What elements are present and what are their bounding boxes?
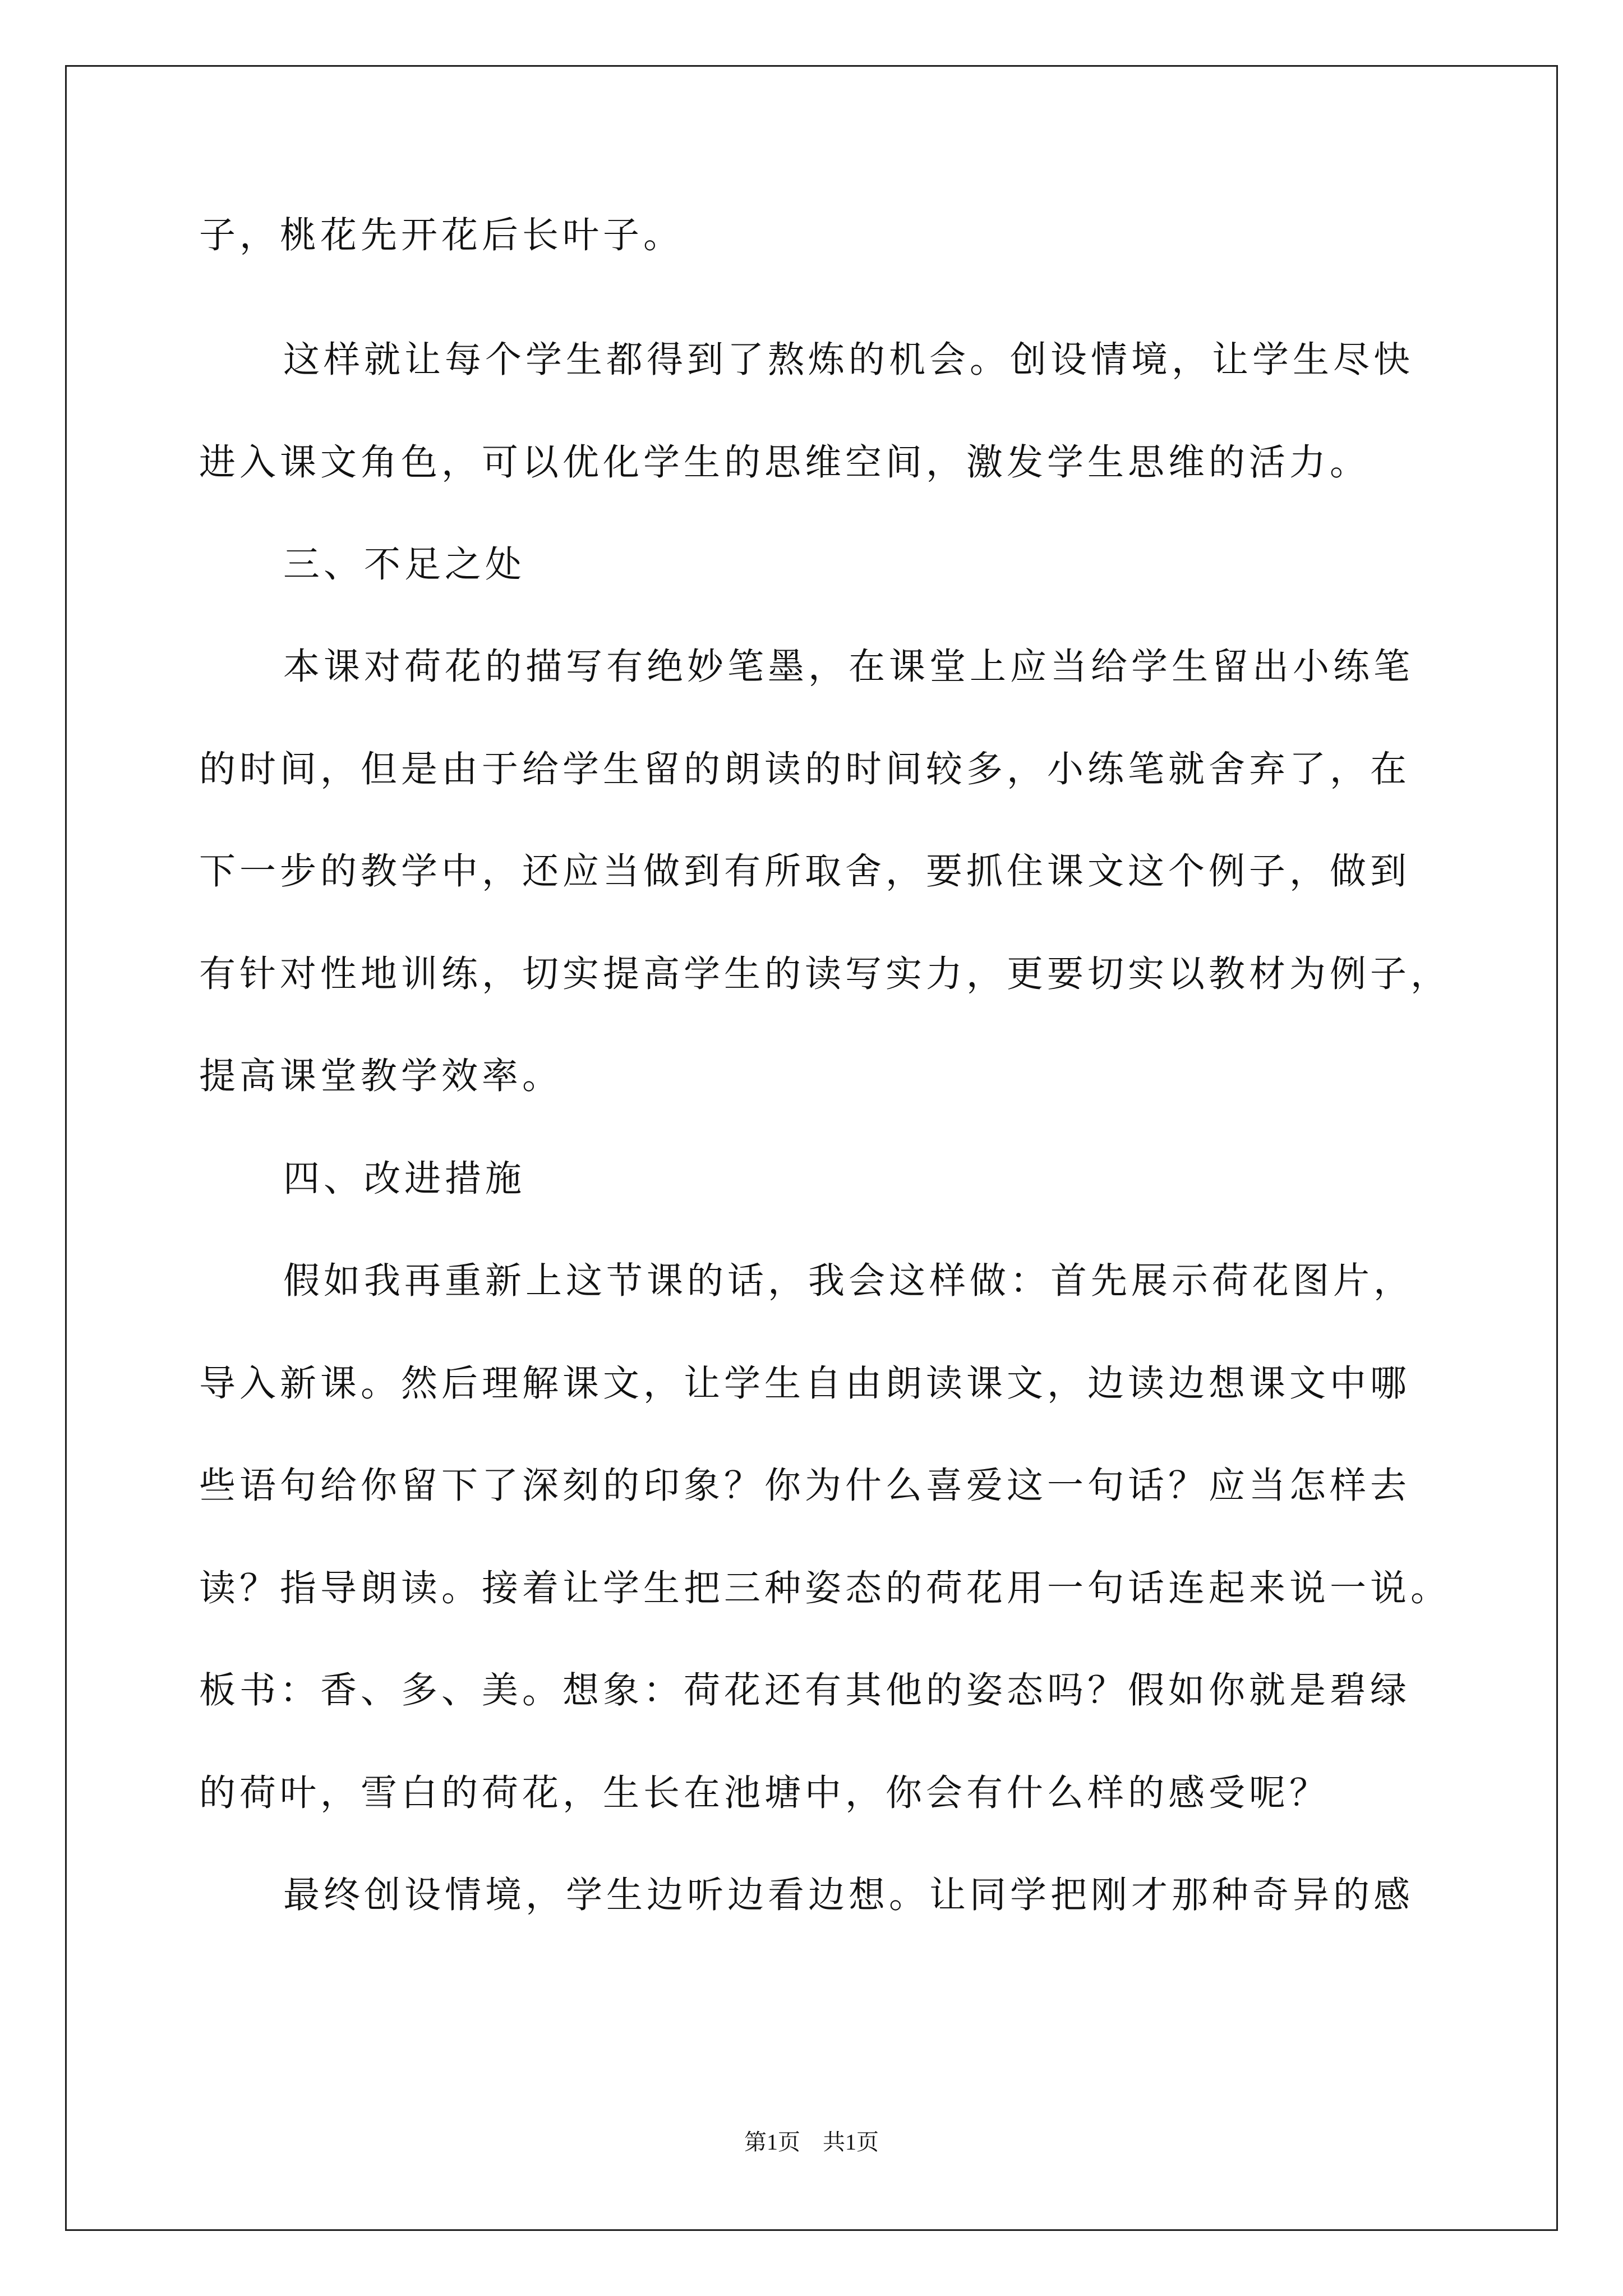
section-heading: 三、不足之处: [283, 544, 526, 586]
text-line: 有针对性地训练，切实提高学生的读写实力，更要切实以教材为例子，: [199, 953, 1451, 995]
page-footer: 第1页 共1页: [744, 2129, 879, 2155]
text-line: 读？指导朗读。接着让学生把三种姿态的荷花用一句话连起来说一说。: [199, 1567, 1451, 1609]
text-line: 导入新课。然后理解课文，让学生自由朗读课文，边读边想课文中哪: [199, 1363, 1411, 1405]
text-line: 本课对荷花的描写有绝妙笔墨，在课堂上应当给学生留出小练笔: [283, 646, 1414, 688]
text-line: 最终创设情境，学生边听边看边想。让同学把刚才那种奇异的感: [283, 1874, 1414, 1916]
text-line: 下一步的教学中，还应当做到有所取舍，要抓住课文这个例子，做到: [199, 850, 1411, 892]
section-heading: 四、改进措施: [283, 1158, 526, 1200]
text-line: 提高课堂教学效率。: [199, 1055, 563, 1097]
text-line: 子，桃花先开花后长叶子。: [199, 214, 684, 256]
text-line: 的荷叶，雪白的荷花，生长在池塘中，你会有什么样的感受呢？: [199, 1772, 1330, 1814]
text-line: 板书：香、多、美。想象：荷花还有其他的姿态吗？假如你就是碧绿: [199, 1669, 1411, 1711]
text-line: 的时间，但是由于给学生留的朗读的时间较多，小练笔就舍弃了，在: [199, 748, 1411, 790]
text-line: 进入课文角色，可以优化学生的思维空间，激发学生思维的活力。: [199, 441, 1371, 484]
text-line: 这样就让每个学生都得到了熬炼的机会。创设情境，让学生尽快: [283, 339, 1414, 381]
text-line: 些语句给你留下了深刻的印象？你为什么喜爱这一句话？应当怎样去: [199, 1465, 1411, 1507]
text-line: 假如我再重新上这节课的话，我会这样做：首先展示荷花图片，: [283, 1260, 1414, 1302]
